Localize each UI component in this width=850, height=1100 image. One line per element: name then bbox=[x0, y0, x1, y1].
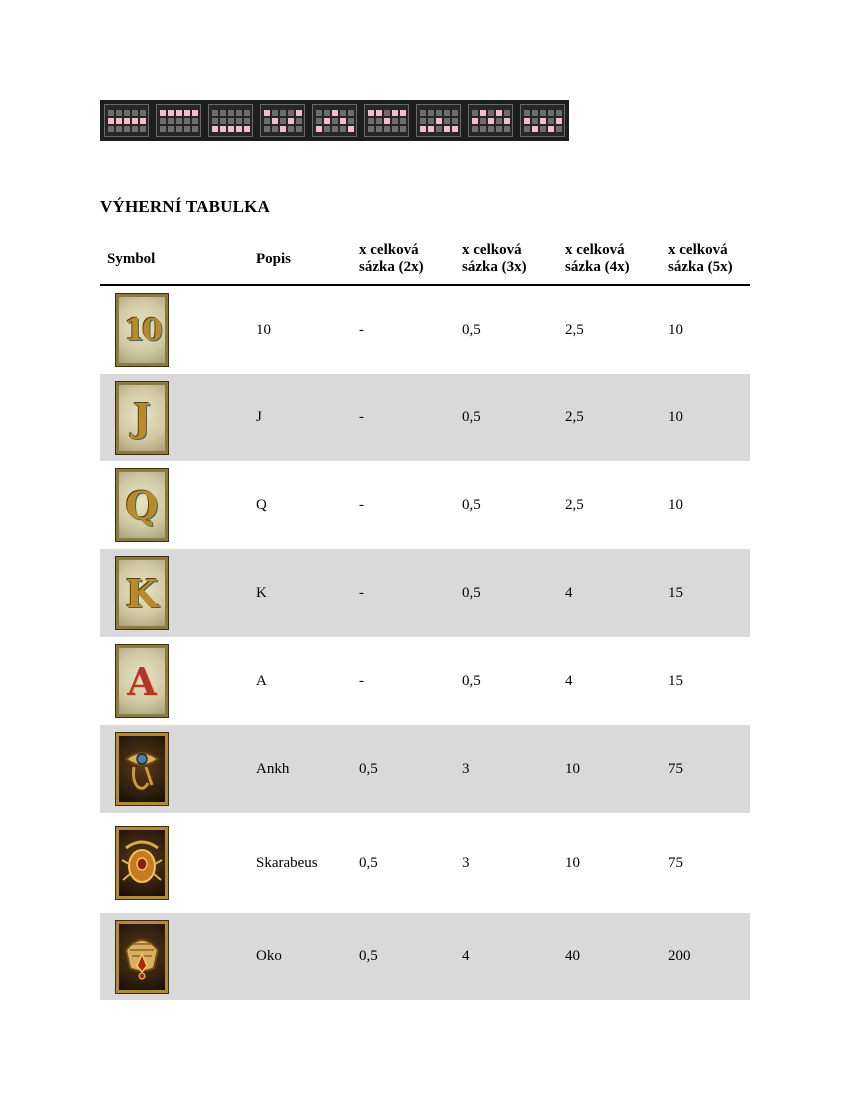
payline-cell-active bbox=[452, 126, 458, 132]
payline-cell bbox=[324, 110, 330, 116]
payline-cell-active bbox=[556, 118, 562, 124]
symbol-cell bbox=[100, 913, 249, 1000]
payline-cell bbox=[452, 118, 458, 124]
payline-cell bbox=[132, 126, 138, 132]
payline-cell bbox=[288, 110, 294, 116]
payline-cell-active bbox=[140, 118, 146, 124]
payline-cell-active bbox=[540, 118, 546, 124]
payline-cell bbox=[368, 126, 374, 132]
symbol-cell bbox=[100, 374, 249, 461]
payline-cell bbox=[316, 110, 322, 116]
payline-cell-active bbox=[488, 118, 494, 124]
payline-cell bbox=[472, 110, 478, 116]
header-2x-line2: sázka (2x) bbox=[359, 259, 424, 275]
payline-cell-active bbox=[116, 118, 122, 124]
payout-2x-cell: 0,5 bbox=[359, 854, 378, 871]
payline-cell-active bbox=[124, 118, 130, 124]
payline-pattern bbox=[364, 104, 409, 137]
payline-cell bbox=[376, 126, 382, 132]
payline-cell bbox=[228, 118, 234, 124]
symbol-name-cell: Q bbox=[256, 496, 267, 513]
header-3x-line1: x celková bbox=[462, 242, 522, 258]
payline-cell bbox=[504, 110, 510, 116]
header-multiplier-4x bbox=[558, 234, 661, 285]
payout-5x-cell: 10 bbox=[668, 496, 683, 513]
payout-5x-cell: 15 bbox=[661, 549, 750, 637]
header-5x-line1: x celková bbox=[668, 242, 728, 258]
payline-cell bbox=[436, 110, 442, 116]
payline-cell-active bbox=[296, 110, 302, 116]
paylines-strip bbox=[100, 100, 569, 141]
payline-cell bbox=[472, 126, 478, 132]
payline-cell bbox=[348, 110, 354, 116]
payline-cell bbox=[444, 110, 450, 116]
table-row bbox=[100, 374, 750, 461]
payout-3x-cell: 3 bbox=[455, 725, 558, 813]
payline-cell bbox=[324, 126, 330, 132]
payout-2x-cell: - bbox=[359, 672, 364, 689]
header-4x-line2: sázka (4x) bbox=[565, 259, 630, 275]
payline-cell-active bbox=[324, 118, 330, 124]
payline-cell-active bbox=[472, 118, 478, 124]
payout-5x-cell: 10 bbox=[668, 321, 683, 338]
payout-2x-cell: - bbox=[359, 321, 364, 338]
payline-cell bbox=[264, 118, 270, 124]
symbol-cell bbox=[100, 285, 249, 374]
payline-cell bbox=[108, 110, 114, 116]
payline-cell bbox=[532, 118, 538, 124]
payout-4x-cell: 10 bbox=[558, 725, 661, 813]
header-multiplier-5x bbox=[661, 234, 750, 285]
payline-cell-active bbox=[384, 118, 390, 124]
payline-cell-active bbox=[160, 110, 166, 116]
payline-cell bbox=[428, 110, 434, 116]
symbol-name-cell: Skarabeus bbox=[256, 854, 318, 871]
payline-cell-active bbox=[236, 126, 242, 132]
payline-cell bbox=[160, 126, 166, 132]
payline-cell bbox=[244, 110, 250, 116]
payline-cell bbox=[272, 110, 278, 116]
payline-pattern bbox=[312, 104, 357, 137]
payout-3x-cell: 0,5 bbox=[462, 321, 481, 338]
payline-cell bbox=[480, 126, 486, 132]
payline-cell bbox=[444, 118, 450, 124]
header-4x-line1: x celková bbox=[565, 242, 625, 258]
payline-cell-active bbox=[368, 110, 374, 116]
payline-cell bbox=[548, 110, 554, 116]
payline-pattern bbox=[156, 104, 201, 137]
symbol-cell bbox=[100, 549, 249, 637]
payline-cell bbox=[556, 110, 562, 116]
symbol-name-cell: Ankh bbox=[249, 725, 352, 813]
payline-cell bbox=[160, 118, 166, 124]
payline-cell-active bbox=[280, 126, 286, 132]
payline-cell bbox=[140, 126, 146, 132]
header-multiplier-3x bbox=[455, 234, 558, 285]
payline-cell bbox=[184, 118, 190, 124]
payline-cell bbox=[400, 126, 406, 132]
payline-pattern bbox=[208, 104, 253, 137]
payline-cell-active bbox=[176, 110, 182, 116]
payline-cell bbox=[296, 126, 302, 132]
table-row bbox=[100, 461, 750, 549]
payline-pattern bbox=[104, 104, 149, 137]
payline-cell bbox=[488, 126, 494, 132]
payline-cell bbox=[340, 126, 346, 132]
payline-cell bbox=[488, 110, 494, 116]
eye-of-horus-icon bbox=[116, 733, 168, 805]
payout-2x-cell: - bbox=[359, 496, 364, 513]
header-popis: Popis bbox=[249, 234, 352, 285]
payline-cell bbox=[220, 110, 226, 116]
payline-cell bbox=[524, 110, 530, 116]
payline-cell-active bbox=[524, 118, 530, 124]
payline-cell-active bbox=[480, 110, 486, 116]
payline-cell bbox=[296, 118, 302, 124]
payline-cell-active bbox=[532, 126, 538, 132]
symbol-name-cell: J bbox=[249, 374, 352, 461]
payline-cell-active bbox=[108, 118, 114, 124]
payline-cell bbox=[420, 110, 426, 116]
payline-cell bbox=[192, 126, 198, 132]
payline-cell bbox=[496, 126, 502, 132]
payline-cell bbox=[348, 118, 354, 124]
header-3x-line2: sázka (3x) bbox=[462, 259, 527, 275]
payline-cell bbox=[480, 118, 486, 124]
payline-cell bbox=[212, 118, 218, 124]
payout-2x-cell: 0,5 bbox=[352, 725, 455, 813]
table-row bbox=[100, 637, 750, 725]
payline-cell-active bbox=[548, 126, 554, 132]
pharaoh-mask-icon bbox=[116, 921, 168, 993]
ten-card-icon: 10 bbox=[116, 294, 168, 366]
payline-cell bbox=[280, 118, 286, 124]
payout-2x-cell: 0,5 bbox=[352, 913, 455, 1000]
payout-5x-cell: 75 bbox=[661, 725, 750, 813]
payline-cell bbox=[524, 126, 530, 132]
payout-2x-cell: - bbox=[352, 374, 455, 461]
king-card-icon: K bbox=[116, 557, 168, 629]
payout-3x-cell: 4 bbox=[455, 913, 558, 1000]
payline-pattern bbox=[520, 104, 565, 137]
payout-5x-cell: 200 bbox=[661, 913, 750, 1000]
payline-cell-active bbox=[444, 126, 450, 132]
payline-cell-active bbox=[376, 110, 382, 116]
payout-3x-cell: 3 bbox=[462, 854, 470, 871]
payline-cell bbox=[124, 110, 130, 116]
table-row bbox=[100, 549, 750, 637]
payline-cell bbox=[272, 126, 278, 132]
payline-cell-active bbox=[436, 118, 442, 124]
payout-5x-cell: 10 bbox=[661, 374, 750, 461]
payline-cell bbox=[316, 118, 322, 124]
payline-cell bbox=[548, 118, 554, 124]
symbol-cell bbox=[100, 725, 249, 813]
payline-cell-active bbox=[428, 126, 434, 132]
payline-cell bbox=[452, 110, 458, 116]
payline-cell bbox=[220, 118, 226, 124]
payline-cell-active bbox=[420, 126, 426, 132]
payline-cell bbox=[176, 126, 182, 132]
payline-cell bbox=[540, 110, 546, 116]
payline-cell-active bbox=[264, 110, 270, 116]
payout-3x-cell: 0,5 bbox=[462, 672, 481, 689]
payout-4x-cell: 4 bbox=[558, 549, 661, 637]
payline-cell bbox=[436, 126, 442, 132]
queen-card-icon: Q bbox=[116, 469, 168, 541]
payline-cell-active bbox=[244, 126, 250, 132]
payline-cell bbox=[532, 110, 538, 116]
payline-cell bbox=[168, 126, 174, 132]
payline-cell-active bbox=[348, 126, 354, 132]
payout-2x-cell: - bbox=[352, 549, 455, 637]
payline-cell bbox=[212, 110, 218, 116]
payline-cell-active bbox=[184, 110, 190, 116]
payout-3x-cell: 0,5 bbox=[462, 496, 481, 513]
payline-cell-active bbox=[392, 110, 398, 116]
payline-cell bbox=[184, 126, 190, 132]
jack-card-icon: J bbox=[116, 382, 168, 454]
payout-4x-cell: 2,5 bbox=[565, 321, 584, 338]
payline-cell-active bbox=[212, 126, 218, 132]
symbol-cell bbox=[100, 813, 249, 913]
payout-5x-cell: 15 bbox=[668, 672, 683, 689]
payline-cell bbox=[392, 118, 398, 124]
payline-cell bbox=[384, 110, 390, 116]
payline-cell bbox=[392, 126, 398, 132]
payline-cell-active bbox=[228, 126, 234, 132]
payline-cell bbox=[116, 126, 122, 132]
payline-cell-active bbox=[192, 110, 198, 116]
payout-4x-cell: 40 bbox=[558, 913, 661, 1000]
symbol-name-cell: 10 bbox=[256, 321, 271, 338]
payline-cell bbox=[504, 126, 510, 132]
payline-cell bbox=[400, 118, 406, 124]
payline-pattern bbox=[260, 104, 305, 137]
payout-3x-cell: 0,5 bbox=[455, 549, 558, 637]
symbol-name-cell: K bbox=[249, 549, 352, 637]
payline-cell bbox=[556, 126, 562, 132]
payout-4x-cell: 2,5 bbox=[558, 374, 661, 461]
payout-3x-cell: 0,5 bbox=[455, 374, 558, 461]
payline-cell-active bbox=[220, 126, 226, 132]
payline-cell bbox=[236, 118, 242, 124]
header-2x-line1: x celková bbox=[359, 242, 419, 258]
symbol-cell bbox=[100, 637, 249, 725]
paytable bbox=[100, 234, 750, 1000]
paytable-header-row bbox=[100, 234, 750, 285]
payline-cell-active bbox=[132, 118, 138, 124]
payline-cell bbox=[168, 118, 174, 124]
payline-cell bbox=[376, 118, 382, 124]
payline-cell bbox=[428, 118, 434, 124]
payline-cell-active bbox=[316, 126, 322, 132]
symbol-name-cell: Oko bbox=[249, 913, 352, 1000]
payline-cell bbox=[176, 118, 182, 124]
payline-cell bbox=[264, 126, 270, 132]
symbol-name-cell: A bbox=[256, 672, 267, 689]
table-row bbox=[100, 725, 750, 813]
payline-cell bbox=[124, 126, 130, 132]
payline-pattern bbox=[468, 104, 513, 137]
payline-cell bbox=[332, 126, 338, 132]
payline-cell-active bbox=[272, 118, 278, 124]
payline-cell-active bbox=[400, 110, 406, 116]
payline-cell bbox=[340, 110, 346, 116]
payline-cell bbox=[140, 110, 146, 116]
header-5x-line2: sázka (5x) bbox=[668, 259, 733, 275]
payout-4x-cell: 10 bbox=[565, 854, 580, 871]
payline-cell-active bbox=[168, 110, 174, 116]
payline-cell bbox=[368, 118, 374, 124]
payline-cell bbox=[540, 126, 546, 132]
payline-cell bbox=[108, 126, 114, 132]
payline-cell bbox=[420, 118, 426, 124]
payline-cell bbox=[244, 118, 250, 124]
payout-5x-cell: 75 bbox=[668, 854, 683, 871]
symbol-cell bbox=[100, 461, 249, 549]
payline-cell bbox=[496, 118, 502, 124]
scarab-icon bbox=[116, 827, 168, 899]
table-row bbox=[100, 913, 750, 1000]
header-symbol: Symbol bbox=[100, 234, 249, 285]
payline-cell-active bbox=[332, 110, 338, 116]
payline-cell-active bbox=[504, 118, 510, 124]
table-row bbox=[100, 285, 750, 374]
payline-cell-active bbox=[340, 118, 346, 124]
ace-card-icon: A bbox=[116, 645, 168, 717]
payline-cell bbox=[236, 110, 242, 116]
payout-4x-cell: 2,5 bbox=[565, 496, 584, 513]
payline-cell bbox=[384, 126, 390, 132]
paytable-body bbox=[100, 285, 750, 1000]
payline-cell bbox=[288, 126, 294, 132]
payline-cell bbox=[132, 110, 138, 116]
payline-cell bbox=[332, 118, 338, 124]
payline-cell bbox=[116, 110, 122, 116]
table-row bbox=[100, 813, 750, 913]
header-multiplier-2x bbox=[352, 234, 455, 285]
payline-cell-active bbox=[496, 110, 502, 116]
payline-cell-active bbox=[288, 118, 294, 124]
payline-cell bbox=[192, 118, 198, 124]
payline-pattern bbox=[416, 104, 461, 137]
payout-4x-cell: 4 bbox=[565, 672, 573, 689]
payline-cell bbox=[228, 110, 234, 116]
section-title: VÝHERNÍ TABULKA bbox=[100, 197, 271, 216]
payline-cell bbox=[280, 110, 286, 116]
